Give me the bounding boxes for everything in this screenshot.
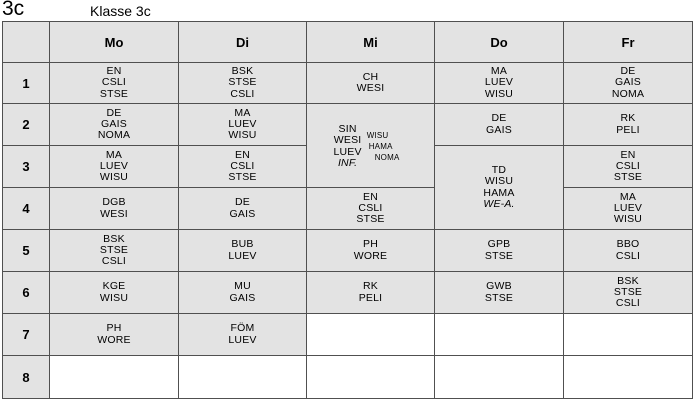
lesson-mi-1 xyxy=(306,62,435,104)
empty-do-7 xyxy=(434,313,564,356)
lesson-line: PH xyxy=(363,238,378,251)
lesson-fr-1 xyxy=(563,62,693,104)
lesson-line: WISU xyxy=(484,175,514,188)
empty-di-8 xyxy=(178,355,307,399)
lesson-line: NOMA xyxy=(374,153,400,162)
lesson-line: STSE xyxy=(613,285,643,298)
lesson-line: EN xyxy=(362,190,378,203)
lesson-line: CSLI xyxy=(358,201,383,214)
empty-mo-8 xyxy=(49,355,179,399)
lesson-line: WISU xyxy=(484,87,514,100)
lesson-line: STSE xyxy=(356,213,385,226)
period-number: 8 xyxy=(22,369,30,385)
lesson-mi-6 xyxy=(306,271,435,314)
lesson-mo-3 xyxy=(49,145,179,188)
day-label: Di xyxy=(236,34,249,50)
lesson-line: GPB xyxy=(487,238,511,251)
lesson-line: GAIS xyxy=(229,207,256,220)
period-number: 3 xyxy=(22,159,30,174)
day-label: Mo xyxy=(104,34,124,50)
lesson-line: RK xyxy=(362,280,378,293)
lesson-line: LUEV xyxy=(613,201,643,214)
day-header-fr xyxy=(563,21,693,63)
lesson-line: STSE xyxy=(484,291,514,304)
lesson-di-7 xyxy=(178,313,307,356)
lesson-line: PH xyxy=(106,322,122,335)
period-1 xyxy=(2,62,50,104)
lesson-mo-6 xyxy=(49,271,179,314)
lesson-di-2 xyxy=(178,103,307,146)
lesson-do-2 xyxy=(434,103,564,146)
lesson-line: CSLI xyxy=(230,159,255,172)
lesson-fr-4 xyxy=(563,187,693,230)
day-header-mo xyxy=(49,21,179,63)
lesson-line: CSLI xyxy=(615,159,641,172)
lesson-line: KGE xyxy=(102,280,126,293)
lesson-line: LUEV xyxy=(484,76,514,89)
lesson-line: LUEV xyxy=(228,333,257,346)
lesson-mi-2-3 xyxy=(306,103,435,188)
lesson-mo-4 xyxy=(49,187,179,230)
lesson-line: GAIS xyxy=(486,123,512,136)
period-number: 7 xyxy=(22,327,30,342)
lesson-line: WISU xyxy=(366,131,389,140)
period-7 xyxy=(2,313,50,356)
lesson-line: DE xyxy=(235,196,250,209)
split-lesson xyxy=(333,124,399,169)
lesson-line: WESI xyxy=(356,82,385,94)
lesson-do-5 xyxy=(434,229,564,272)
lesson-line: DGB xyxy=(102,196,126,209)
period-4 xyxy=(2,187,50,230)
lesson-line: SIN xyxy=(338,123,357,136)
lesson-line: BBO xyxy=(616,238,640,251)
lesson-line: WESI xyxy=(333,134,362,147)
lesson-fr-5 xyxy=(563,229,693,272)
lesson-line: CH xyxy=(362,70,379,83)
lesson-mo-5 xyxy=(49,229,179,272)
lesson-line: LUEV xyxy=(228,117,257,130)
empty-fr-7 xyxy=(563,313,693,356)
period-number: 4 xyxy=(22,201,30,216)
lesson-mi-5 xyxy=(306,229,435,272)
lesson-di-3 xyxy=(178,145,307,188)
lesson-di-1 xyxy=(178,62,307,104)
lesson-line: STSE xyxy=(228,171,257,184)
lesson-mo-2 xyxy=(49,103,179,146)
lesson-line: GAIS xyxy=(615,76,641,89)
lesson-line: INF. xyxy=(337,156,358,169)
period-number: 6 xyxy=(22,285,30,300)
lesson-mo-7 xyxy=(49,313,179,356)
period-6 xyxy=(2,271,50,314)
lesson-line: LUEV xyxy=(99,159,129,172)
lesson-line: DE xyxy=(491,112,507,125)
lesson-di-5 xyxy=(178,229,307,272)
lesson-line: NOMA xyxy=(97,129,131,142)
empty-do-8 xyxy=(434,355,564,399)
lesson-do-1 xyxy=(434,62,564,104)
lesson-do-3-4 xyxy=(434,145,564,230)
lesson-line: MU xyxy=(234,280,251,293)
period-number: 1 xyxy=(22,75,30,91)
lesson-line: WISU xyxy=(228,129,257,142)
period-2 xyxy=(2,103,50,146)
lesson-line: EN xyxy=(620,148,636,161)
lesson-di-6 xyxy=(178,271,307,314)
lesson-line: EN xyxy=(234,148,250,161)
period-5 xyxy=(2,229,50,272)
empty-fr-8 xyxy=(563,355,693,399)
lesson-line: MA xyxy=(490,65,508,78)
day-label: Mi xyxy=(363,34,378,50)
lesson-line: LUEV xyxy=(228,249,257,262)
day-header-do xyxy=(434,21,564,63)
lesson-line: WORE xyxy=(97,333,131,346)
lesson-line: GWB xyxy=(486,280,512,293)
lesson-fr-2 xyxy=(563,103,693,146)
lesson-line: GAIS xyxy=(229,291,256,304)
lesson-line: CSLI xyxy=(615,249,641,262)
lesson-line: DE xyxy=(106,106,122,119)
lesson-line: MA xyxy=(105,148,123,161)
lesson-line: EN xyxy=(106,65,122,78)
period-8 xyxy=(2,355,50,399)
lesson-do-6 xyxy=(434,271,564,314)
lesson-line: HAMA xyxy=(368,142,393,151)
class-title: Klasse 3c xyxy=(90,3,151,19)
lesson-line: HAMA xyxy=(483,186,515,199)
lesson-line: WORE xyxy=(353,249,388,262)
class-code: 3c xyxy=(2,0,25,20)
lesson-mo-1 xyxy=(49,62,179,104)
lesson-line: GAIS xyxy=(101,117,127,130)
day-label: Do xyxy=(490,34,508,50)
lesson-line: FÖM xyxy=(230,322,255,335)
lesson-line: BUB xyxy=(231,238,254,251)
empty-mi-7 xyxy=(306,313,435,356)
period-number: 2 xyxy=(22,117,30,132)
lesson-line: BSK xyxy=(103,232,125,245)
lesson-line: STSE xyxy=(484,249,514,262)
lesson-fr-3 xyxy=(563,145,693,188)
lesson-line: RK xyxy=(620,112,636,125)
lesson-line: PELI xyxy=(616,123,640,136)
period-3 xyxy=(2,145,50,188)
lesson-line: STSE xyxy=(99,243,129,256)
lesson-line: CSLI xyxy=(101,76,127,89)
lesson-line: STSE xyxy=(99,87,129,100)
lesson-line: MA xyxy=(234,106,251,119)
lesson-line: WESI xyxy=(100,207,128,220)
lesson-line: CSLI xyxy=(101,255,127,268)
empty-mi-8 xyxy=(306,355,435,399)
lesson-line: LUEV xyxy=(333,145,362,158)
lesson-mi-4 xyxy=(306,187,435,230)
lesson-line: BSK xyxy=(617,274,639,287)
lesson-line: MA xyxy=(619,190,637,203)
lesson-line: PELI xyxy=(358,291,383,304)
lesson-line: DE xyxy=(620,65,636,78)
lesson-line: CSLI xyxy=(615,297,641,310)
lesson-line: WISU xyxy=(99,291,129,304)
lesson-di-4 xyxy=(178,187,307,230)
lesson-line: BSK xyxy=(231,65,254,78)
lesson-line: TD xyxy=(491,164,507,177)
day-header-mi xyxy=(306,21,435,63)
lesson-line: STSE xyxy=(613,171,643,184)
lesson-line: NOMA xyxy=(611,87,645,100)
day-label: Fr xyxy=(621,34,635,50)
corner-cell xyxy=(2,21,50,63)
day-header-di xyxy=(178,21,307,63)
lesson-line: WISU xyxy=(99,171,129,184)
lesson-line: WISU xyxy=(613,213,643,226)
lesson-line: STSE xyxy=(228,76,257,89)
lesson-line: WE-A. xyxy=(483,197,515,210)
period-number: 5 xyxy=(22,243,30,258)
lesson-line: CSLI xyxy=(230,87,255,100)
lesson-fr-6 xyxy=(563,271,693,314)
